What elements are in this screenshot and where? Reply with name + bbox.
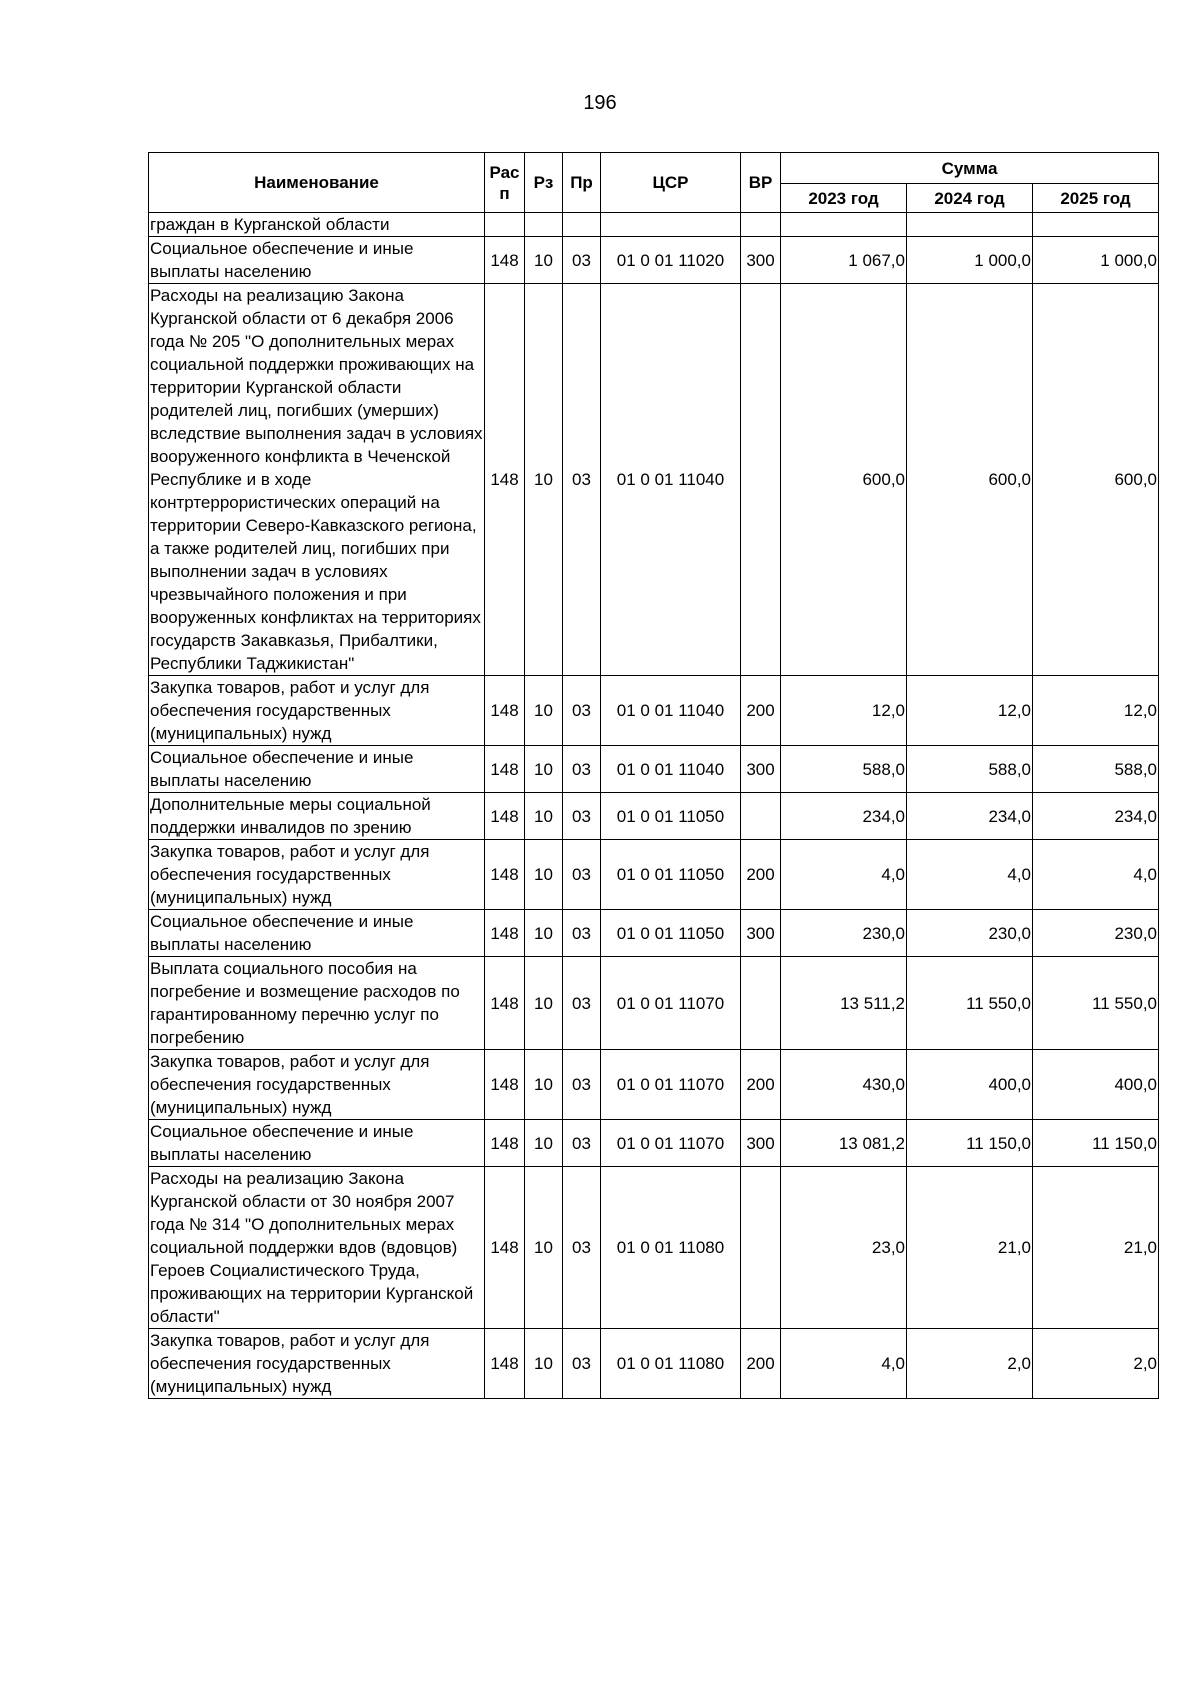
cell-sum-2025: 588,0 [1033, 746, 1159, 793]
cell-name: Социальное обеспечение и иные выплаты населению [149, 237, 485, 284]
cell-rz: 10 [525, 237, 563, 284]
cell-sum-2025 [1033, 213, 1159, 237]
cell-sum-2024: 2,0 [907, 1329, 1033, 1399]
cell-rz: 10 [525, 746, 563, 793]
cell-rasp: 148 [485, 957, 525, 1050]
cell-vr: 200 [741, 1050, 781, 1120]
cell-csr [601, 213, 741, 237]
cell-pr: 03 [563, 840, 601, 910]
table-row [149, 237, 1159, 284]
cell-vr [741, 284, 781, 676]
cell-pr: 03 [563, 1120, 601, 1167]
cell-csr: 01 0 01 11080 [601, 1329, 741, 1399]
table-header [149, 153, 1159, 213]
cell-sum-2024: 1 000,0 [907, 237, 1033, 284]
header-vr: ВР [741, 153, 781, 213]
cell-sum-2023: 234,0 [781, 793, 907, 840]
cell-rasp: 148 [485, 793, 525, 840]
cell-sum-2024: 11 150,0 [907, 1120, 1033, 1167]
cell-sum-2023: 23,0 [781, 1167, 907, 1329]
table-row [149, 746, 1159, 793]
cell-sum-2025: 400,0 [1033, 1050, 1159, 1120]
cell-pr: 03 [563, 237, 601, 284]
table-row [149, 1050, 1159, 1120]
header-pr: Пр [563, 153, 601, 213]
cell-sum-2023: 13 081,2 [781, 1120, 907, 1167]
table-row [149, 957, 1159, 1050]
cell-rasp: 148 [485, 746, 525, 793]
cell-csr: 01 0 01 11040 [601, 746, 741, 793]
cell-csr: 01 0 01 11050 [601, 793, 741, 840]
cell-pr: 03 [563, 1167, 601, 1329]
cell-name: Расходы на реализацию Закона Курганской области от 30 ноября 2007 года № 314 "О дополнительных мерах социальной поддержки вдов (вдовцов) Героев Социалистического Труда, проживающих на территории Курганской области" [149, 1167, 485, 1329]
cell-sum-2023: 4,0 [781, 840, 907, 910]
cell-sum-2024: 21,0 [907, 1167, 1033, 1329]
cell-vr [741, 793, 781, 840]
table-row [149, 1167, 1159, 1329]
cell-rz: 10 [525, 957, 563, 1050]
cell-sum-2024: 11 550,0 [907, 957, 1033, 1050]
cell-rasp: 148 [485, 1329, 525, 1399]
cell-pr: 03 [563, 676, 601, 746]
cell-pr: 03 [563, 284, 601, 676]
cell-vr: 300 [741, 1120, 781, 1167]
cell-rz: 10 [525, 1120, 563, 1167]
budget-table [148, 152, 1159, 1399]
cell-rz: 10 [525, 1329, 563, 1399]
cell-sum-2023 [781, 213, 907, 237]
cell-sum-2023: 600,0 [781, 284, 907, 676]
cell-name: Социальное обеспечение и иные выплаты населению [149, 910, 485, 957]
cell-sum-2025: 11 550,0 [1033, 957, 1159, 1050]
table-row [149, 793, 1159, 840]
cell-sum-2024: 4,0 [907, 840, 1033, 910]
cell-sum-2024: 400,0 [907, 1050, 1033, 1120]
cell-rz [525, 213, 563, 237]
cell-rasp: 148 [485, 237, 525, 284]
cell-name: Закупка товаров, работ и услуг для обеспечения государственных (муниципальных) нужд [149, 1050, 485, 1120]
cell-rasp: 148 [485, 1050, 525, 1120]
cell-sum-2024: 600,0 [907, 284, 1033, 676]
cell-sum-2025: 11 150,0 [1033, 1120, 1159, 1167]
header-csr: ЦСР [601, 153, 741, 213]
cell-name: Закупка товаров, работ и услуг для обеспечения государственных (муниципальных) нужд [149, 1329, 485, 1399]
header-sum: Сумма [781, 153, 1159, 184]
table-row [149, 676, 1159, 746]
cell-rasp: 148 [485, 1120, 525, 1167]
cell-rasp: 148 [485, 676, 525, 746]
cell-vr: 300 [741, 910, 781, 957]
cell-sum-2023: 13 511,2 [781, 957, 907, 1050]
cell-csr: 01 0 01 11080 [601, 1167, 741, 1329]
cell-name: Выплата социального пособия на погребение и возмещение расходов по гарантированному перечню услуг по погребению [149, 957, 485, 1050]
page-number: 196 [583, 92, 617, 114]
cell-rz: 10 [525, 676, 563, 746]
cell-pr: 03 [563, 1050, 601, 1120]
cell-vr [741, 1167, 781, 1329]
table-row [149, 1329, 1159, 1399]
cell-pr: 03 [563, 746, 601, 793]
header-year-2024: 2024 год [907, 184, 1033, 213]
cell-name: Расходы на реализацию Закона Курганской области от 6 декабря 2006 года № 205 "О дополнительных мерах социальной поддержки проживающих на территории Курганской области родителей лиц, погибших (умерших) вследствие выполнения задач в условиях вооруженного конфликта в Чеченской Республике и в ходе контртеррористических операций на территории Северо-Кавказского региона, а также родителей лиц, погибших при выполнении задач в условиях чрезвычайного положения и при вооруженных конфликтах на территориях государств Закавказья, Прибалтики, Республики Таджикистан" [149, 284, 485, 676]
cell-rz: 10 [525, 1050, 563, 1120]
cell-name: Закупка товаров, работ и услуг для обеспечения государственных (муниципальных) нужд [149, 676, 485, 746]
cell-vr: 300 [741, 237, 781, 284]
cell-sum-2024 [907, 213, 1033, 237]
header-name: Наименование [149, 153, 485, 213]
cell-rz: 10 [525, 910, 563, 957]
cell-sum-2023: 1 067,0 [781, 237, 907, 284]
table-row [149, 1120, 1159, 1167]
cell-sum-2025: 600,0 [1033, 284, 1159, 676]
cell-vr [741, 213, 781, 237]
cell-sum-2023: 430,0 [781, 1050, 907, 1120]
table-body [149, 213, 1159, 1399]
table-row [149, 910, 1159, 957]
table-row [149, 284, 1159, 676]
cell-csr: 01 0 01 11040 [601, 284, 741, 676]
cell-vr: 200 [741, 676, 781, 746]
cell-sum-2025: 12,0 [1033, 676, 1159, 746]
cell-sum-2024: 12,0 [907, 676, 1033, 746]
cell-sum-2024: 234,0 [907, 793, 1033, 840]
cell-sum-2025: 2,0 [1033, 1329, 1159, 1399]
cell-rz: 10 [525, 284, 563, 676]
cell-sum-2023: 12,0 [781, 676, 907, 746]
cell-vr: 200 [741, 840, 781, 910]
cell-rz: 10 [525, 793, 563, 840]
cell-sum-2024: 588,0 [907, 746, 1033, 793]
cell-name: Социальное обеспечение и иные выплаты населению [149, 1120, 485, 1167]
header-year-2025: 2025 год [1033, 184, 1159, 213]
cell-pr: 03 [563, 957, 601, 1050]
cell-csr: 01 0 01 11070 [601, 1050, 741, 1120]
cell-sum-2025: 4,0 [1033, 840, 1159, 910]
cell-sum-2025: 234,0 [1033, 793, 1159, 840]
cell-pr: 03 [563, 910, 601, 957]
cell-sum-2025: 21,0 [1033, 1167, 1159, 1329]
cell-csr: 01 0 01 11050 [601, 910, 741, 957]
cell-name: Дополнительные меры социальной поддержки инвалидов по зрению [149, 793, 485, 840]
cell-name: Закупка товаров, работ и услуг для обеспечения государственных (муниципальных) нужд [149, 840, 485, 910]
cell-sum-2025: 1 000,0 [1033, 237, 1159, 284]
table-row [149, 840, 1159, 910]
cell-vr [741, 957, 781, 1050]
cell-pr: 03 [563, 1329, 601, 1399]
cell-rasp: 148 [485, 1167, 525, 1329]
cell-csr: 01 0 01 11050 [601, 840, 741, 910]
cell-rasp: 148 [485, 284, 525, 676]
header-rasp: Рас п [485, 153, 525, 213]
cell-rz: 10 [525, 1167, 563, 1329]
cell-vr: 300 [741, 746, 781, 793]
cell-sum-2023: 588,0 [781, 746, 907, 793]
cell-sum-2023: 4,0 [781, 1329, 907, 1399]
cell-sum-2023: 230,0 [781, 910, 907, 957]
cell-pr: 03 [563, 793, 601, 840]
cell-name: Социальное обеспечение и иные выплаты населению [149, 746, 485, 793]
cell-csr: 01 0 01 11020 [601, 237, 741, 284]
cell-rz: 10 [525, 840, 563, 910]
cell-vr: 200 [741, 1329, 781, 1399]
cell-rasp: 148 [485, 910, 525, 957]
cell-sum-2024: 230,0 [907, 910, 1033, 957]
cell-sum-2025: 230,0 [1033, 910, 1159, 957]
cell-pr [563, 213, 601, 237]
cell-csr: 01 0 01 11040 [601, 676, 741, 746]
cell-csr: 01 0 01 11070 [601, 1120, 741, 1167]
table-row [149, 213, 1159, 237]
cell-name: граждан в Курганской области [149, 213, 485, 237]
cell-rasp: 148 [485, 840, 525, 910]
header-year-2023: 2023 год [781, 184, 907, 213]
cell-rasp [485, 213, 525, 237]
cell-csr: 01 0 01 11070 [601, 957, 741, 1050]
header-rz: Рз [525, 153, 563, 213]
